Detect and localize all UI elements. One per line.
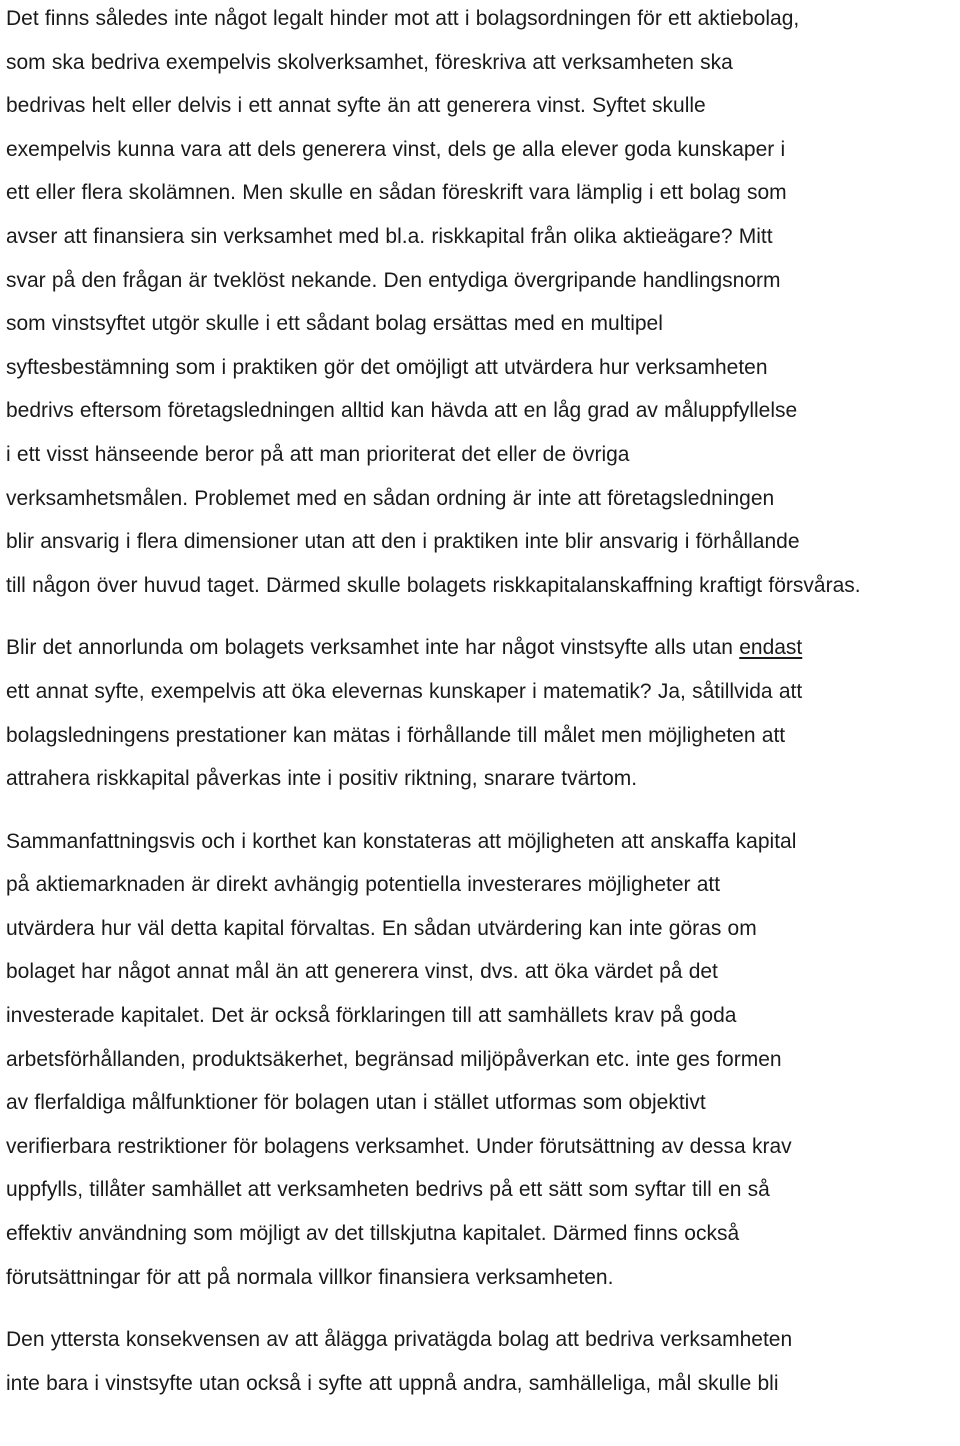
paragraph-2-line: bolagsledningens prestationer kan mätas i förhållande till målet men möjligheten att [6,723,786,747]
paragraph-1 [6,0,958,607]
paragraph-3-line: investerade kapitalet. Det är också förklaringen till att samhällets krav på goda [6,1004,737,1028]
paragraph-1-line: till någon över huvud taget. Därmed skulle bolagets riskkapitalanskaffning kraftigt [6,573,763,597]
paragraph-1-line: verksamhetsmålen. Problemet med en sådan ordning är inte att företagsledningen [6,486,775,510]
paragraph-2-first-line [6,636,802,659]
paragraph-1-line: ett eller flera skolämnen. Men skulle en sådan föreskrift vara lämplig i ett bolag som [6,181,787,205]
paragraph-2-text: Blir det annorlunda om bolagets verksamhet inte har något vinstsyfte alls utan [6,636,740,660]
paragraph-1-line: svar på den frågan är tveklöst nekande. Den entydiga övergripande handlingsnorm [6,268,781,292]
paragraph-3-line: arbetsförhållanden, produktsäkerhet, begränsad miljöpåverkan etc. inte ges formen [6,1047,782,1071]
paragraph-2-line: ett annat syfte, exempelvis att öka elevernas kunskaper i matematik? Ja, såtillvida att [6,679,803,703]
paragraph-4 [6,1318,958,1405]
paragraph-3-line: av flerfaldiga målfunktioner för bolagen utan i stället utformas som objektivt [6,1091,706,1115]
paragraph-3-line: utvärdera hur väl detta kapital förvaltas. En sådan utvärdering kan inte göras om [6,916,757,940]
paragraph-3-line: bolaget har något annat mål än att generera vinst, dvs. att öka värdet på det [6,960,718,984]
paragraph-1-line: exempelvis kunna vara att dels generera vinst, dels ge alla elever goda kunskaper i [6,137,786,161]
paragraph-3-line: effektiv användning som möjligt av det tillskjutna kapitalet. Därmed finns också [6,1222,740,1246]
paragraph-1-line: bedrivs eftersom företagsledningen alltid kan hävda att en låg grad av måluppfyllelse [6,399,798,423]
paragraph-1-line: bedrivas helt eller delvis i ett annat syfte än att generera vinst. Syftet skulle [6,94,706,118]
paragraph-1-line: som ska bedriva exempelvis skolverksamhet, föreskriva att verksamheten ska [6,50,733,74]
paragraph-3 [6,820,958,1300]
paragraph-3-line: Sammanfattningsvis och i korthet kan konstateras att möjligheten att anskaffa kapital [6,829,797,853]
paragraph-2-line: attrahera riskkapital påverkas inte i positiv riktning, snarare tvärtom. [6,767,638,791]
paragraph-2 [6,626,958,800]
paragraph-3-line: på aktiemarknaden är direkt avhängig potentiella investerares möjligheter att [6,873,721,897]
paragraph-1-line: som vinstsyftet utgör skulle i ett sådant bolag ersättas med en multipel [6,312,663,336]
paragraph-3-line: uppfylls, tillåter samhället att verksamheten bedrivs på ett sätt som syftar till en så [6,1178,770,1202]
paragraph-1-line: Det finns således inte något legalt hinder mot att i bolagsordningen för ett aktiebolag, [6,7,800,30]
paragraph-1-line: blir ansvarig i flera dimensioner utan att den i praktiken inte blir ansvarig i förhållande [6,530,800,554]
document-page [6,0,958,1424]
underlined-word: endast [739,636,803,660]
paragraph-3-line: verifierbara restriktioner för bolagens verksamhet. Under förutsättning av dessa krav [6,1134,792,1158]
paragraph-4-line: Den yttersta konsekvensen av att ålägga privatägda bolag att bedriva verksamheten [6,1328,793,1352]
paragraph-1-line: syftesbestämning som i praktiken gör det omöjligt att utvärdera hur verksamheten [6,355,768,379]
paragraph-1-line: i ett visst hänseende beror på att man prioriterat det eller de övriga [6,442,630,466]
paragraph-1-line: avser att finansiera sin verksamhet med bl.a. riskkapital från olika aktieägare? Mitt [6,224,773,248]
paragraph-1-line: försvåras. [768,573,861,597]
paragraph-3-line: förutsättningar för att på normala villkor finansiera verksamheten. [6,1265,614,1289]
paragraph-4-line: inte bara i vinstsyfte utan också i syfte att uppnå andra, samhälleliga, mål skulle bli [6,1371,779,1395]
